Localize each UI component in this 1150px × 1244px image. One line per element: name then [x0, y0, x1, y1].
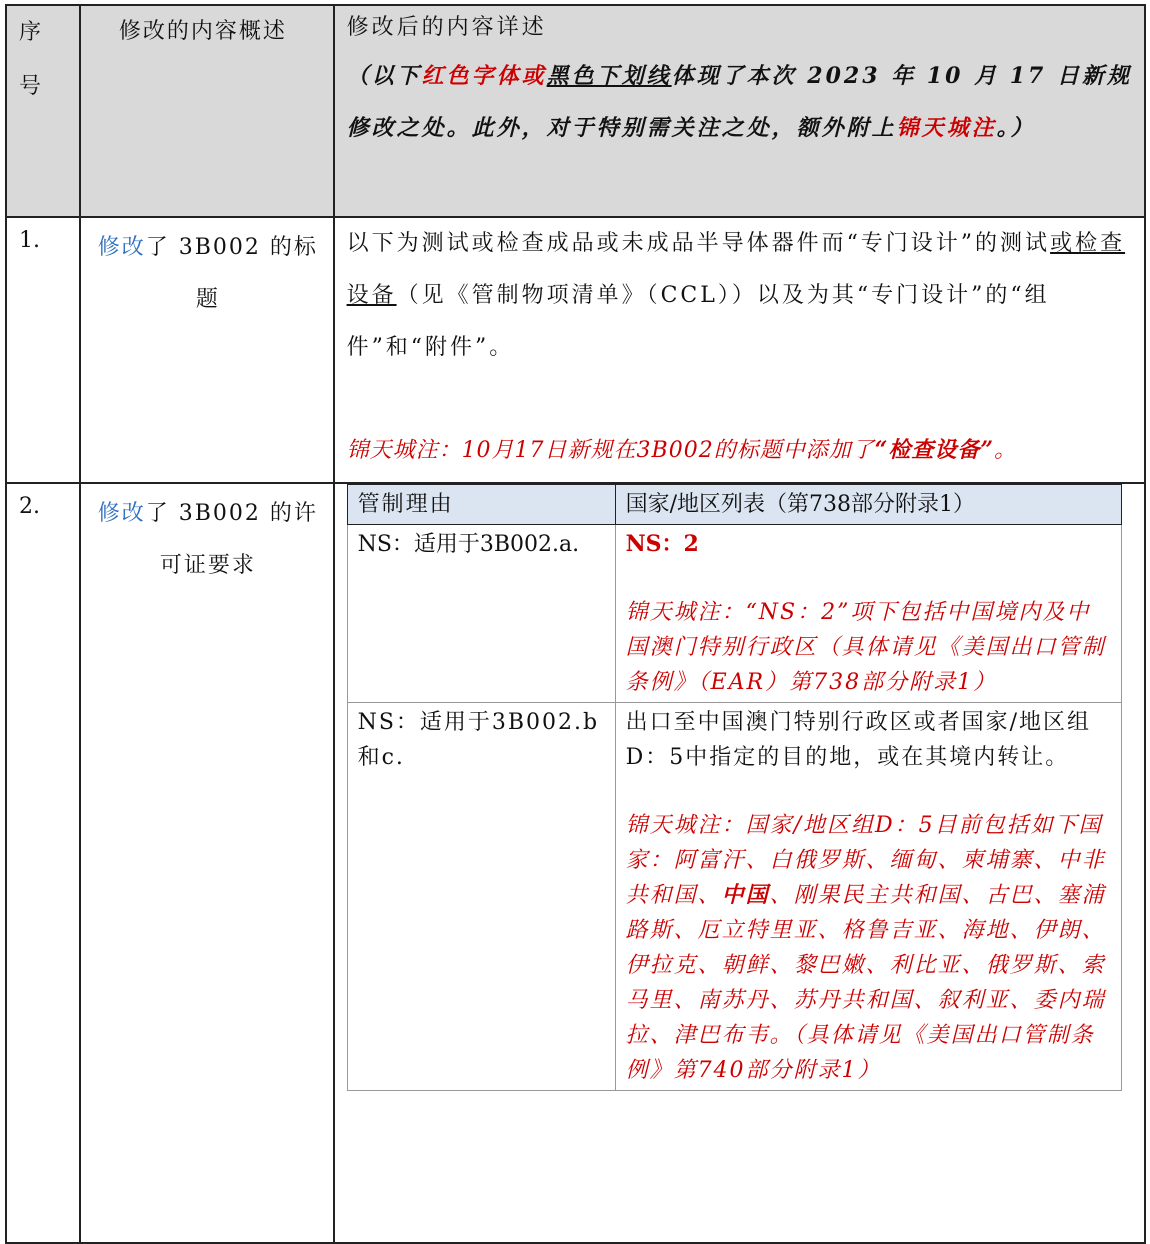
license-table: [347, 484, 1122, 1091]
header-seq-cell: [6, 5, 80, 217]
row2-summary: [81, 484, 332, 592]
license-note-b-b: 、刚果民主共和国、古巴、塞浦路斯、厄立特里亚、格鲁吉亚、海地、伊朗、伊拉克、朝鲜、黎巴嫩、利比亚、俄罗斯、索马里、南苏丹、苏丹共和国、叙利亚、委内瑞拉、津巴布韦。（具体请见《美国出口管制条例》第740部分附录1）: [625, 883, 1106, 1083]
row1-note-b: 。: [994, 438, 1018, 463]
row1-summary-blue: 修改: [97, 235, 146, 260]
row1-note: [335, 424, 1144, 477]
license-note-b: [626, 808, 1111, 1088]
header-seq: 序号: [19, 20, 42, 99]
header-detail-title: 修改后的内容详述: [346, 15, 547, 40]
row1-summary-cell: [80, 217, 333, 483]
note-mid: 体现了本次 2023 年 10 月 17 日新规修改之处。此外，对于特别需关注之处，额外附上: [346, 63, 1133, 141]
license-note-b-a: 锦天城注：国家/地区组D：5目前包括如下国家：阿富汗、白俄罗斯、缅甸、柬埔寨、中非共和国、: [625, 813, 1106, 908]
row1-detail-a: 以下为测试或检查成品或未成品半导体器件而“专门设计”的测试: [346, 231, 1051, 256]
row1-summary-rest: 了 3B002 的标题: [145, 235, 318, 312]
table-row: [347, 703, 1121, 1091]
license-header-reason: 管制理由: [347, 485, 615, 525]
note-red2: 锦天城注: [896, 115, 997, 141]
license-reason-b: NS：适用于3B002.b和c.: [347, 703, 615, 1091]
header-detail: [335, 6, 1144, 154]
note-red: 红色字体或: [421, 63, 547, 89]
license-table-header: [347, 485, 1121, 525]
license-value-b-cell: [615, 703, 1121, 1091]
row2-seq-cell: [6, 483, 80, 1243]
note-underline: 黑色下划线: [546, 63, 672, 89]
row1-detail-underline: 或检查设备: [346, 231, 1126, 308]
row1-seq-cell: [6, 217, 80, 483]
table-header-row: [6, 5, 1145, 217]
license-value-a: NS：2: [625, 531, 699, 557]
row1-note-bold: “检查设备”: [874, 437, 995, 463]
row1-note-a: 锦天城注：10月17日新规在3B002的标题中添加了: [346, 438, 875, 463]
row1-detail-cell: [334, 217, 1145, 483]
license-value-a-cell: [615, 525, 1121, 703]
table-row: [347, 525, 1121, 703]
table-row: [6, 217, 1145, 483]
row2-summary-blue: 修改: [97, 501, 146, 526]
license-reason-a: NS：适用于3B002.a.: [347, 525, 615, 703]
table-row: [6, 483, 1145, 1243]
header-summary: 修改的内容概述: [118, 19, 287, 44]
license-note-b-bold: 中国: [721, 882, 770, 908]
row1-detail-b: （见《管制物项清单》（CCL））以及为其“专门设计”的“组件”和“附件”。: [346, 283, 1050, 360]
row1-detail: [335, 218, 1144, 374]
amendment-table: [5, 4, 1146, 1244]
license-header-countries: 国家/地区列表（第738部分附录1）: [615, 485, 1121, 525]
row2-detail-cell: [334, 483, 1145, 1243]
row1-summary: [81, 218, 332, 326]
row2-summary-rest: 了 3B002 的许可证要求: [145, 501, 318, 578]
header-note: [347, 50, 1138, 154]
license-value-b: 出口至中国澳门特别行政区或者国家/地区组D：5中指定的目的地，或在其境内转让。: [625, 710, 1091, 770]
row2-seq: 2.: [19, 494, 40, 519]
license-table-wrap: [335, 484, 1144, 1091]
header-summary-cell: [80, 5, 333, 217]
row2-summary-cell: [80, 483, 333, 1243]
note-close: 。）: [996, 115, 1036, 141]
note-open: （以下: [346, 63, 422, 89]
row1-seq: 1.: [19, 228, 40, 253]
header-detail-cell: [334, 5, 1145, 217]
license-note-a: 锦天城注：“NS：2”项下包括中国境内及中国澳门特别行政区（具体请见《美国出口管制条例》（EAR）第738部分附录1）: [625, 600, 1106, 695]
